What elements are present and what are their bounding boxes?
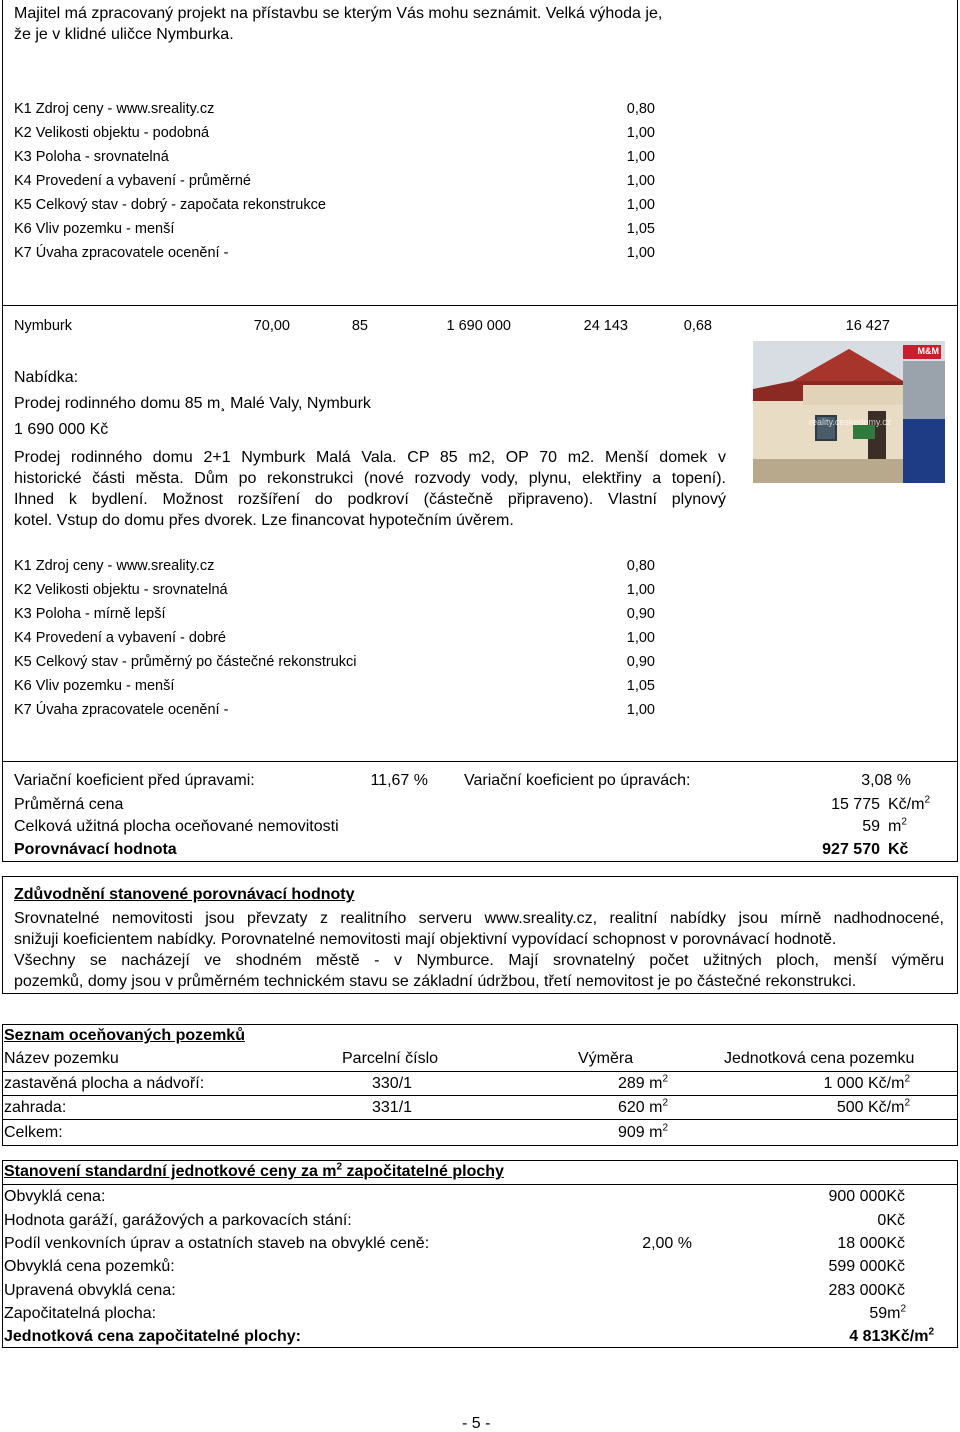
justification-line: snižuji koeficientem nabídky. Porovnatelné nemovitosti mají objektivní vypovídací schopnost v porovnávací hodnotě.	[14, 931, 837, 948]
land-table-header-line	[2, 1071, 958, 1072]
coef1-value: 0,80	[626, 101, 655, 117]
coef2-value: 0,90	[626, 606, 655, 622]
coef1-value: 1,05	[626, 221, 655, 237]
land-col-name: Název pozemku	[4, 1050, 119, 1067]
land-price-text: 1 000 Kč/m	[823, 1075, 905, 1092]
comparative-value-label: Porovnávací hodnota	[14, 841, 177, 858]
coef2-label: K1 Zdroj ceny - www.sreality.cz	[14, 558, 215, 574]
photo-logo: M&M	[917, 346, 939, 356]
coef1-label: K4 Provedení a vybavení - průměrné	[14, 173, 251, 189]
std-row-value: 18 000Kč	[837, 1235, 905, 1252]
offer-title: Prodej rodinného domu 85 m¸ Malé Valy, Nymburk	[14, 395, 371, 412]
total-area-unit-text: m	[888, 818, 902, 835]
land-price	[760, 1075, 910, 1093]
coef2-label: K2 Velikosti objektu - srovnatelná	[14, 582, 228, 598]
land-total-area-text: 909 m	[617, 1124, 663, 1141]
std-unit-label: Jednotková cena započitatelné plochy:	[4, 1328, 301, 1345]
land-price-text: 500 Kč/m	[836, 1099, 905, 1116]
average-price-value: 15 775	[831, 796, 880, 813]
land-total-area	[560, 1124, 668, 1142]
sup-2: 2	[904, 1073, 910, 1085]
justification-line: pozemků, domy jsou v průměrném technickém stavu se základní údržbou, třetí nemovitost je po částečné rekonstrukci.	[14, 973, 857, 990]
coef2-value: 1,05	[626, 678, 655, 694]
coef1-label: K7 Úvaha zpracovatele ocenění -	[14, 245, 229, 261]
coef2-value: 0,80	[626, 558, 655, 574]
coef1-label: K3 Poloha - srovnatelná	[14, 149, 169, 165]
std-heading-text: Stanovení standardní jednotkové ceny za m	[4, 1163, 337, 1180]
comparable-c4: 24 143	[583, 318, 628, 334]
std-row-label: Obvyklá cena:	[4, 1188, 106, 1205]
land-table-row-line	[2, 1095, 958, 1096]
std-area-value	[760, 1305, 906, 1323]
comparable-c1: 70,00	[253, 318, 290, 334]
offer-desc-line: kotel. Vstup do domu přes dvorek. Lze financovat hypotečním úvěrem.	[14, 512, 514, 529]
land-price	[760, 1099, 910, 1117]
offer-desc-line: Ihned k bydlení. Možnost rozšíření do podkroví (částečně připraveno). Vlastní plynový	[14, 491, 726, 508]
total-area-label: Celková užitná plocha oceňované nemovitosti	[14, 818, 339, 835]
photo-watermark: reality.ceskedomy.cz	[809, 417, 892, 427]
std-row-value: 599 000Kč	[828, 1258, 905, 1275]
sup-2: 2	[336, 1161, 343, 1173]
var-after-label: Variační koeficient po úpravách:	[464, 772, 691, 789]
justification-heading: Zdůvodnění stanovené porovnávací hodnoty	[14, 886, 355, 903]
sup-2: 2	[662, 1097, 668, 1109]
offer-description	[14, 447, 726, 531]
land-parcel: 330/1	[372, 1075, 413, 1092]
std-row-label: Obvyklá cena pozemků:	[4, 1258, 175, 1275]
intro-line-2: že je v klidné uličce Nymburka.	[14, 26, 234, 43]
land-area	[560, 1099, 668, 1117]
page-number: - 5 -	[462, 1415, 491, 1432]
justification-line: Srovnatelné nemovitosti jsou převzaty z realitního serveru www.sreality.cz, realitní nabídky jsou mírně nadhodnocené,	[14, 910, 944, 927]
std-row-label: Upravená obvyklá cena:	[4, 1282, 176, 1299]
coef2-value: 1,00	[626, 630, 655, 646]
total-area-unit	[888, 818, 907, 836]
land-col-parcel: Parcelní číslo	[342, 1050, 439, 1067]
std-row-label: Hodnota garáží, garážových a parkovacích stání:	[4, 1212, 352, 1229]
std-row-value: 900 000Kč	[828, 1188, 905, 1205]
intro-line-1: Majitel má zpracovaný projekt na přístavbu se kterým Vás mohu seznámit. Velká výhoda je,	[14, 5, 663, 22]
std-table-header-line	[2, 1184, 958, 1185]
comparative-value: 927 570	[822, 841, 880, 858]
house-photo-image	[753, 341, 945, 483]
land-name: zahrada:	[4, 1099, 67, 1116]
var-after-value: 3,08 %	[861, 772, 911, 789]
justification-text	[14, 908, 944, 992]
coef1-label: K5 Celkový stav - dobrý - započata rekonstrukce	[14, 197, 326, 213]
coef2-value: 1,00	[626, 702, 655, 718]
land-parcel: 331/1	[372, 1099, 413, 1116]
comparable-c2: 85	[351, 318, 368, 334]
average-price-unit-text: Kč/m	[888, 796, 925, 813]
coef1-label: K2 Velikosti objektu - podobná	[14, 125, 210, 141]
var-before-value: 11,67 %	[370, 772, 428, 789]
var-before-label: Variační koeficient před úpravami:	[14, 772, 255, 789]
std-row-value: 283 000Kč	[828, 1282, 905, 1299]
average-price-unit	[888, 796, 930, 814]
coef2-label: K6 Vliv pozemku - menší	[14, 678, 175, 694]
comparable-c3: 1 690 000	[446, 318, 511, 334]
total-area-value: 59	[862, 818, 880, 835]
offer-desc-line: historické části města. Dům po rekonstrukci (nové rozvody vody, plynu, elektřiny a topení).	[14, 470, 726, 487]
coef2-value: 0,90	[626, 654, 655, 670]
land-table-heading: Seznam oceňovaných pozemků	[4, 1027, 245, 1044]
land-total-label: Celkem:	[4, 1124, 63, 1141]
std-unit-value-text: 4 813Kč/m	[849, 1328, 929, 1345]
std-row-label: Podíl venkovních úprav a ostatních staveb na obvyklé ceně:	[4, 1235, 430, 1252]
sup-2: 2	[924, 794, 931, 806]
justification-line: Všechny se nacházejí ve shodném městě - v Nymburce. Mají srovnatelný počet užitných ploch, menší výměru	[14, 952, 944, 969]
comparable-c6: 16 427	[845, 318, 890, 334]
coef1-label: K1 Zdroj ceny - www.sreality.cz	[14, 101, 215, 117]
coef1-value: 1,00	[626, 125, 655, 141]
coef1-value: 1,00	[626, 149, 655, 165]
coef2-label: K3 Poloha - mírně lepší	[14, 606, 166, 622]
coef1-value: 1,00	[626, 197, 655, 213]
land-area-text: 289 m	[617, 1075, 663, 1092]
comparative-value-unit: Kč	[888, 841, 909, 858]
coef2-label: K5 Celkový stav - průměrný po částečné rekonstrukci	[14, 654, 357, 670]
coef1-value: 1,00	[626, 245, 655, 261]
std-unit-value	[760, 1328, 934, 1346]
offer-price: 1 690 000 Kč	[14, 421, 109, 438]
std-area-label: Započitatelná plocha:	[4, 1305, 157, 1322]
sup-2: 2	[662, 1122, 668, 1134]
sup-2: 2	[662, 1073, 668, 1085]
coef2-value: 1,00	[626, 582, 655, 598]
offer-heading: Nabídka:	[14, 369, 79, 386]
coef2-label: K7 Úvaha zpracovatele ocenění -	[14, 702, 229, 718]
sup-2: 2	[928, 1326, 934, 1338]
land-col-area: Výměra	[578, 1050, 634, 1067]
land-table-row-line	[2, 1119, 958, 1120]
sup-2: 2	[904, 1097, 910, 1109]
std-row-value: 0Kč	[877, 1212, 905, 1229]
std-table-heading	[4, 1163, 504, 1181]
std-area-value-text: 59m	[869, 1305, 901, 1322]
land-area	[560, 1075, 668, 1093]
sup-2: 2	[900, 1303, 906, 1315]
sup-2: 2	[901, 816, 907, 828]
land-col-price: Jednotková cena pozemku	[724, 1050, 915, 1067]
coef2-label: K4 Provedení a vybavení - dobré	[14, 630, 226, 646]
std-heading-tail: započitatelné plochy	[342, 1163, 504, 1180]
offer-desc-line: Prodej rodinného domu 2+1 Nymburk Malá Vala. CP 85 m2, OP 70 m2. Menší domek v	[14, 449, 726, 466]
average-price-label: Průměrná cena	[14, 796, 124, 813]
comparable-c5: 0,68	[683, 318, 712, 334]
coef1-value: 1,00	[626, 173, 655, 189]
land-name: zastavěná plocha a nádvoří:	[4, 1075, 205, 1092]
house-photo	[753, 341, 945, 483]
comparable-location: Nymburk	[14, 318, 73, 334]
land-area-text: 620 m	[617, 1099, 663, 1116]
std-row-mid: 2,00 %	[642, 1235, 692, 1252]
coef1-label: K6 Vliv pozemku - menší	[14, 221, 175, 237]
